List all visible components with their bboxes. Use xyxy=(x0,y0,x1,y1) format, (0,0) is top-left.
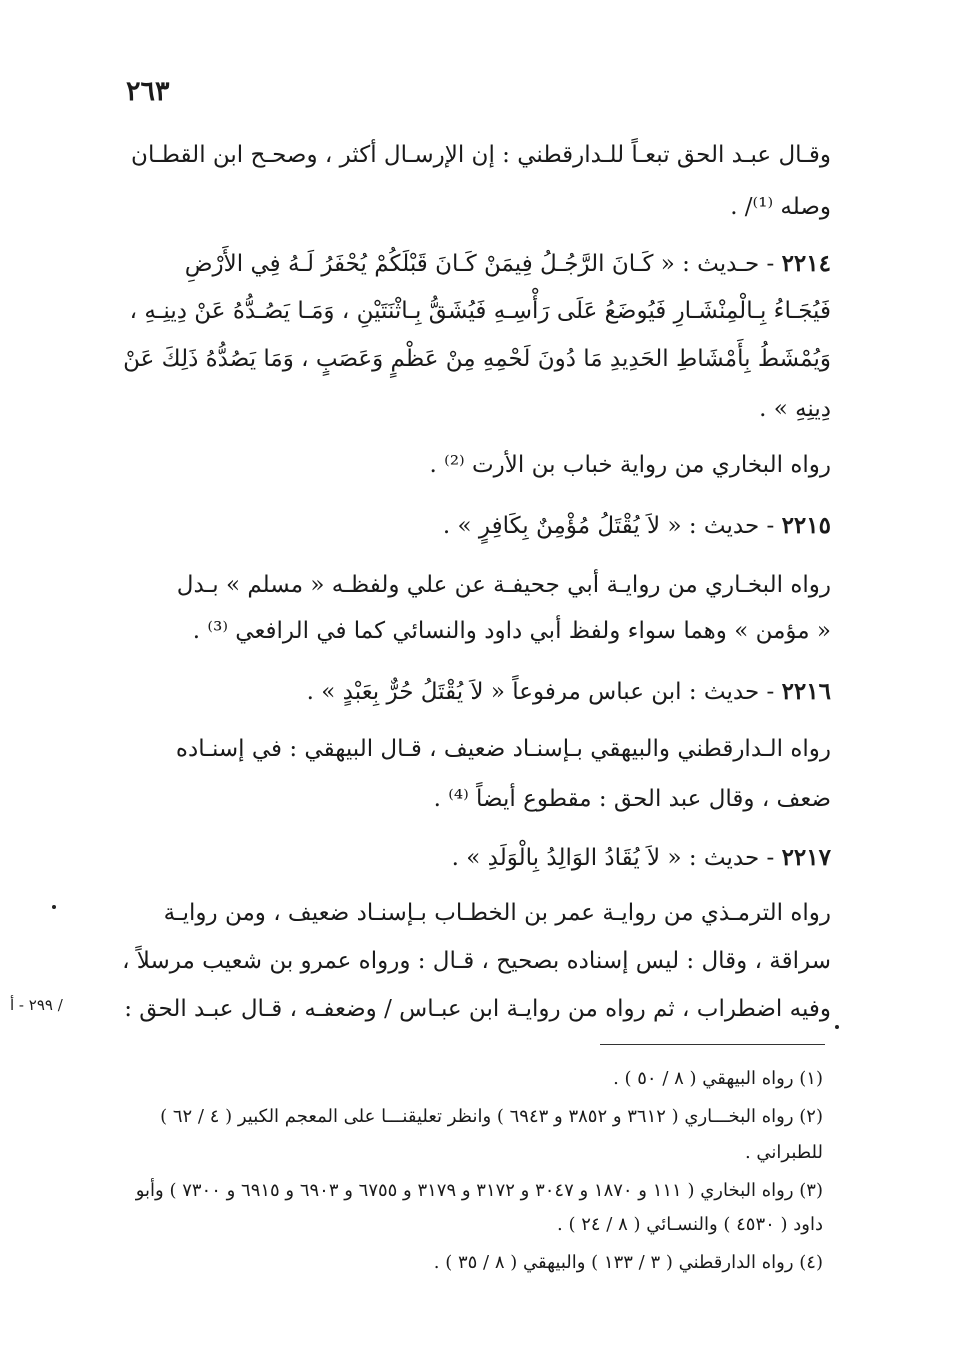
hadith-2217-line xyxy=(0,844,831,871)
hadith-text: - حديث : « لاَ يُقْتَلُ مُؤْمِنٌ بِكَافِرٍ » . xyxy=(442,513,775,539)
hadith-text: - حديث : ابن عباس مرفوعاً « لاَ يُقْتَلُ حُرٌّ بِعَبْدٍ » . xyxy=(306,679,775,705)
hadith-2216-line xyxy=(0,678,831,705)
body-line-12: رواه الـدارقطني والبيهقي بـإسنـاد ضعيف ، قـال البيهقي : في إسنـاده xyxy=(175,736,831,762)
hadith-number: ٢٢١٦ xyxy=(781,678,831,705)
body-line-2: وصله ⁽¹⁾/ . xyxy=(730,194,831,220)
body-line-9: رواه البخـاري من روايـة أبي جحيفـة عن علي ولفظـه « مسلم » بـدل xyxy=(176,572,831,598)
hadith-2214-line-3: وَيُمْشَطُ بِأَمْشَاطِ الحَدِيدِ مَا دُونَ لَحْمِهِ مِنْ عَظْمٍ وَعَصَبٍ ، وَمَا يَصُدُّهُ ذَلِكَ عَنْ xyxy=(123,346,831,372)
page-number: ٢٦٣ xyxy=(126,76,170,107)
body-line-1: وقـال عبـد الحق تبعـاً للـدارقطني : إن الإرسـال أكثر ، وصحـح ابن القطـان xyxy=(131,142,831,168)
hadith-2214-line-2: فَيُجَـاءُ بِـالْمِنْشَـارِ فَيُوضَعُ عَلَى رَأْسِـهِ فَيُشَقُّ بِـاثْنَتَيْنِ ، وَمَـا يَصُـدُّهُ عَنْ دِينِـهِ ، xyxy=(129,298,831,324)
hadith-number: ٢٢١٧ xyxy=(781,844,831,871)
hadith-text: - حديث : « لاَ يُقَادُ الوَالِدُ بِالْوَلَدِ » . xyxy=(451,845,775,871)
footnote-3-line-1: (٣) رواه البخاري ( ١١١ و ١٨٧٠ و ٣٠٤٧ و ٣١٧٢ و ٣١٧٩ و ٦٧٥٥ و ٦٩٠٣ و ٦٩١٥ و ٧٣٠٠ ) وأبو xyxy=(135,1180,823,1201)
hadith-2215-line xyxy=(0,512,831,539)
footnote-1: (١) رواه البيهقي ( ٨ / ٥٠ ) . xyxy=(613,1068,823,1089)
body-line-10: « مؤمن » وهما سواء ولفظ أبي داود والنسائي كما في الرافعي ⁽³⁾ . xyxy=(192,618,831,644)
margin-dot xyxy=(52,905,56,909)
body-line-16: سراقة ، وقال : ليس إسناده بصحيح ، قـال : ورواه عمرو بن شعيب مرسلاً ، xyxy=(122,948,831,974)
body-line-7: رواه البخاري من رواية خباب بن الأرت ⁽²⁾ . xyxy=(429,452,831,478)
hadith-2214-line-4: دِينِهِ » . xyxy=(759,396,831,422)
hadith-number: ٢٢١٥ xyxy=(781,512,831,539)
footnote-divider xyxy=(600,1044,825,1045)
footnote-2-line-1: (٢) رواه البخـــاري ( ٣٦١٢ و ٣٨٥٢ و ٦٩٤٣ ) وانظر تعليقنـــا على المعجم الكبير ( ٤ / ٦٢ ) xyxy=(160,1106,823,1127)
hadith-text: - حـديث : « كَـانَ الرَّجُـلُ فِيمَنْ كَـانَ قَبْلَكُمْ يُحْفَرُ لَـهُ فِي الأَرْضِ xyxy=(184,251,775,277)
body-line-17: وفيه اضطراب ، ثم رواه من روايـة ابن عبـاس / وضعفـه ، قـال عبـد الحق : xyxy=(124,996,831,1022)
body-line-15: رواه الترمـذي من روايـة عمر بن الخطـاب بـإسنـاد ضعيف ، ومن روايـة xyxy=(163,900,831,926)
hadith-number: ٢٢١٤ xyxy=(781,250,831,277)
footnote-3-line-2: داود ( ٤٥٣٠ ) والنسـائي ( ٨ / ٢٤ ) . xyxy=(557,1214,823,1235)
margin-note: / ٢٩٩ - أ xyxy=(10,996,63,1014)
footnote-2-line-2: للطبراني . xyxy=(744,1142,823,1163)
body-line-13: ضعف ، وقال عبد الحق : مقطوع أيضاً ⁽⁴⁾ . xyxy=(433,786,831,812)
hadith-2214-line-1 xyxy=(0,250,831,277)
footnote-4: (٤) رواه الدارقطني ( ٣ / ١٣٣ ) والبيهقي ( ٨ / ٣٥ ) . xyxy=(433,1252,823,1273)
margin-dot xyxy=(835,1025,839,1029)
